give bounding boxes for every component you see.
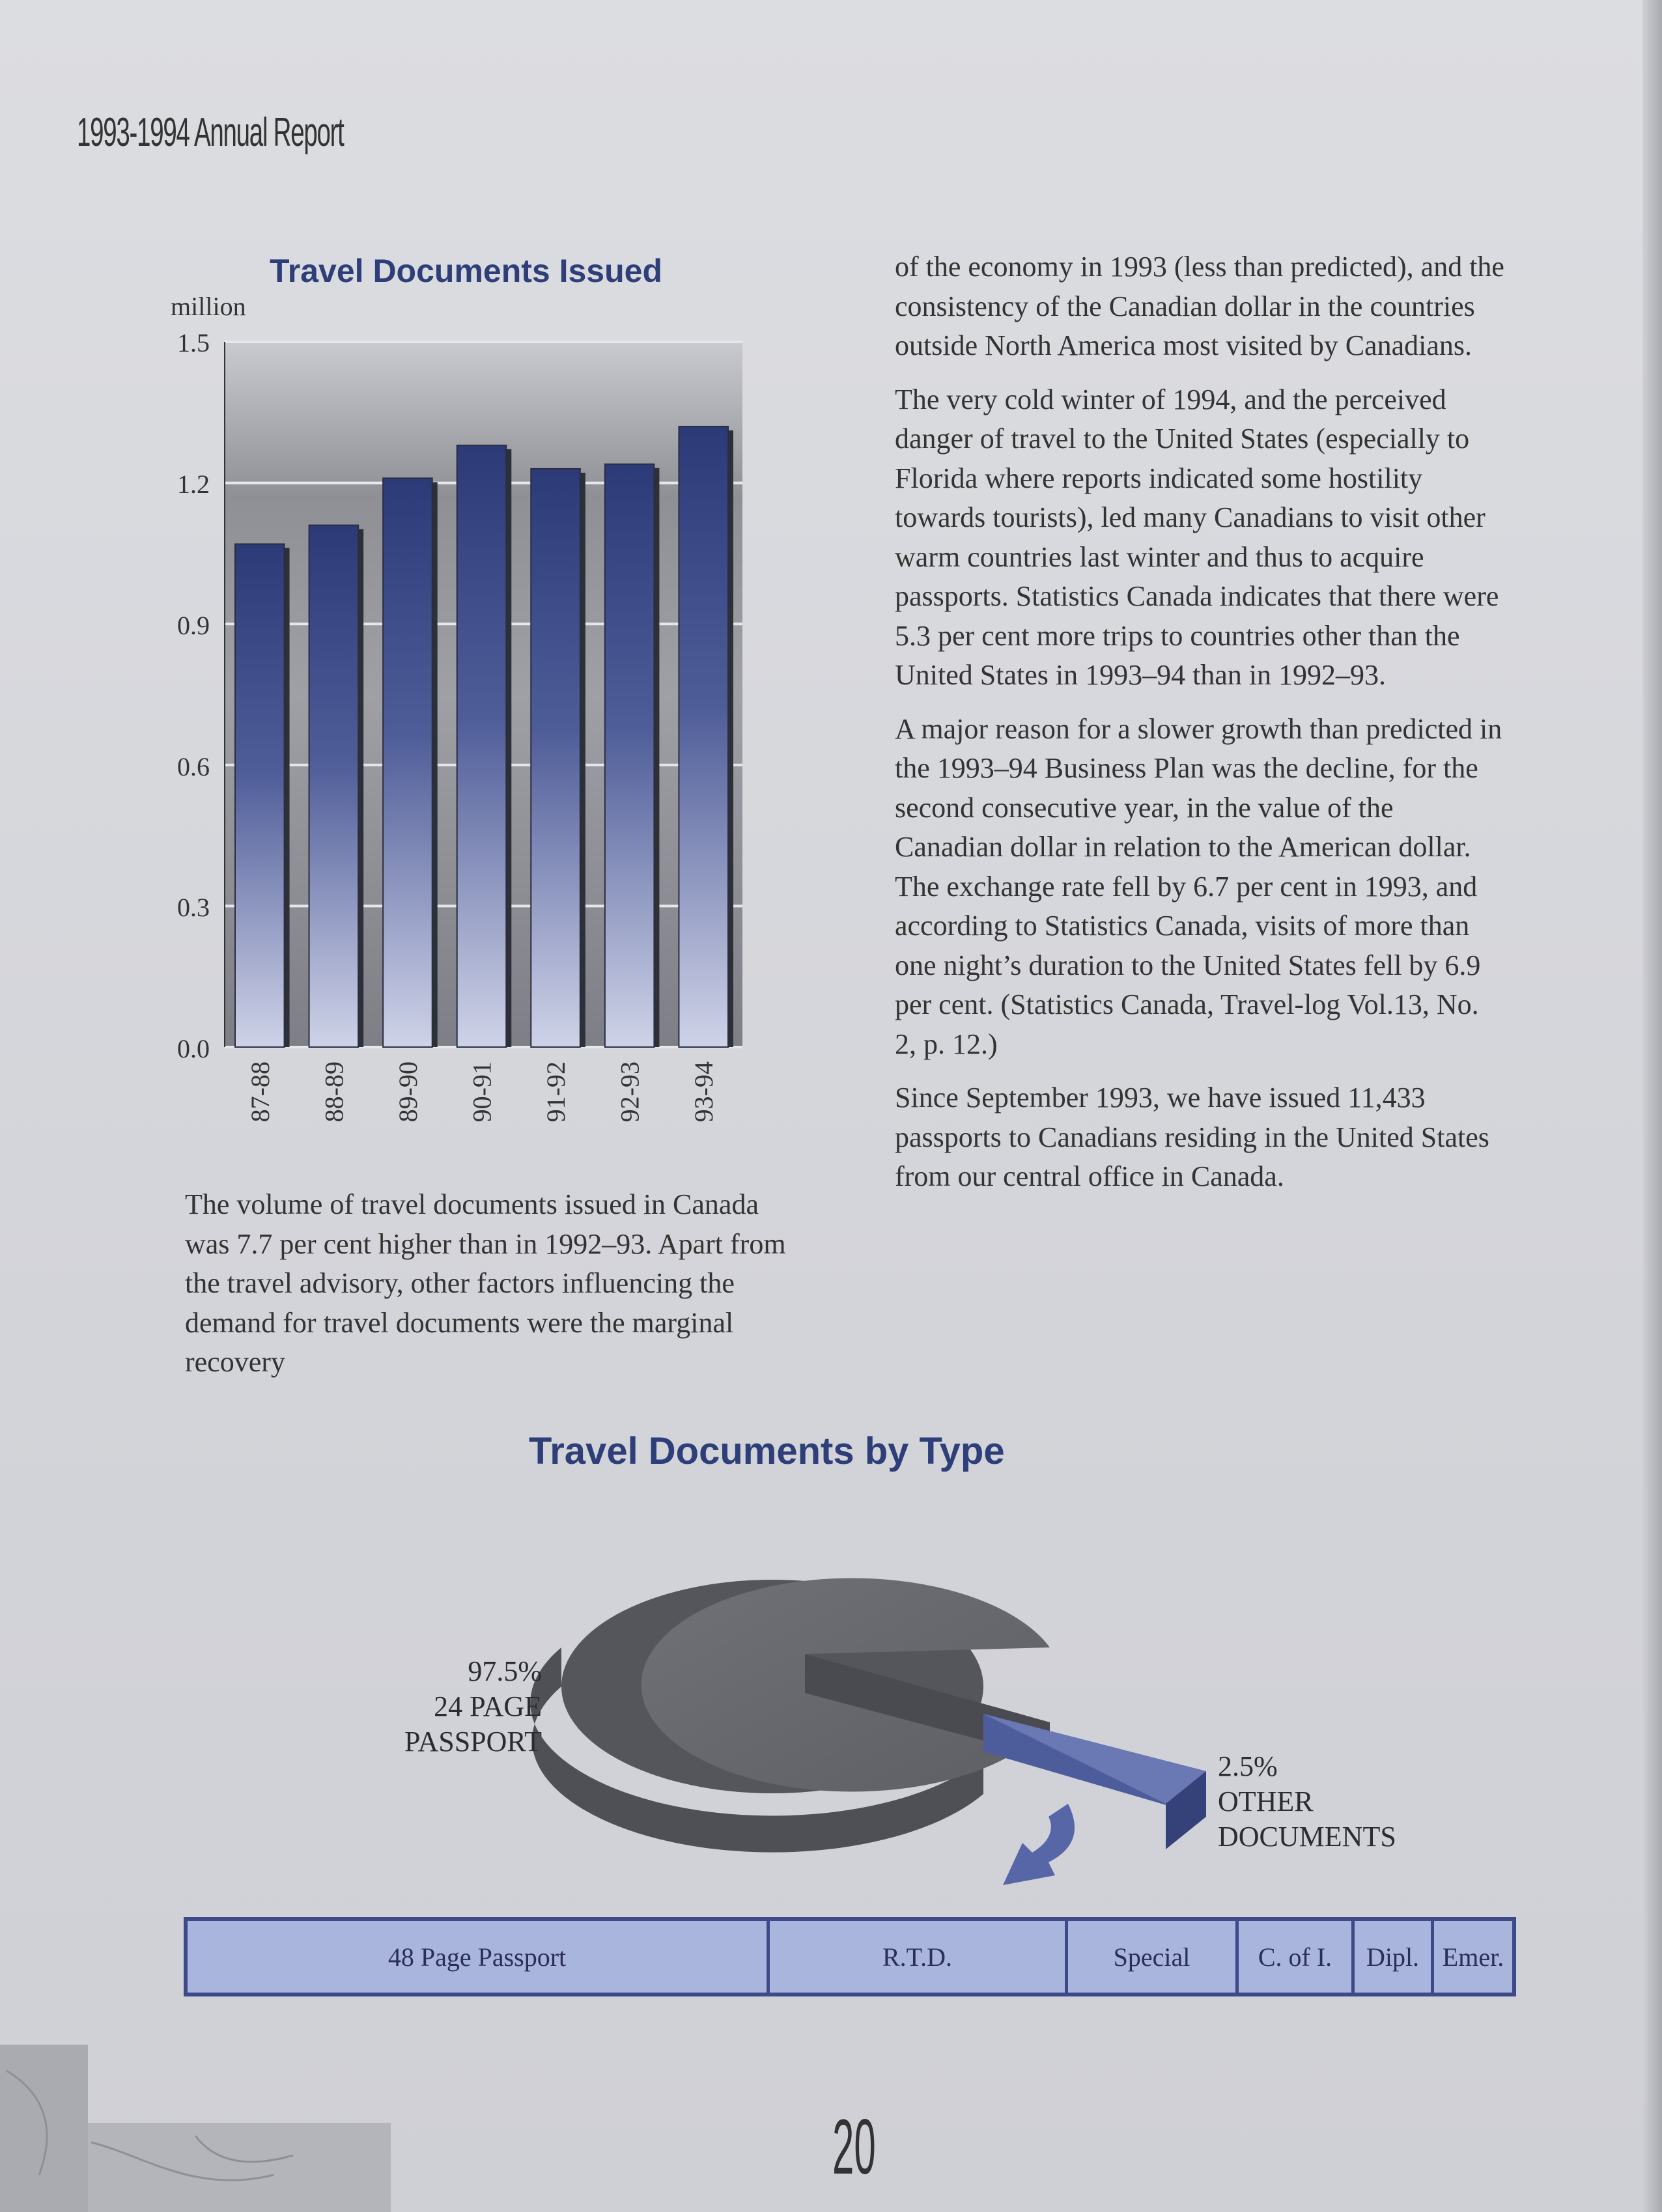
pie-label-line: 97.5% [468,1655,542,1687]
x-tick-label: 93-94 [689,1061,719,1123]
paragraph: A major reason for a slower growth than predicted in the 1993–94 Business Plan was the decline, for the second consecutive year, in the value of the Canadian dollar in relation to the American dollar. The exchange rate fell by 6.7 per cent in 1993, and according to Statistics Canada, visits of more than one night’s duration to the United States fell by 6.9 per cent. (Statistics Canada, Travel-log Vol.13, No. 2, p. 12.) [895,712,1502,1060]
x-tick-label: 87-88 [245,1061,275,1123]
map-decoration [0,2045,391,2212]
pie-label-other [1218,1749,1396,1855]
doc-type-dipl: Dipl. [1355,1921,1434,1993]
page-number: 20 [832,2103,876,2191]
pie-label-line: PASSPORT [404,1726,542,1757]
arrow-icon [1003,1804,1075,1885]
y-axis-unit: million [171,292,246,321]
x-tick-label: 89-90 [393,1061,423,1123]
paragraph: Since September 1993, we have issued 11,433 passports to Canadians residing in the United States from our central office in Canada. [895,1082,1489,1192]
x-tick-label: 91-92 [541,1061,571,1123]
y-tick-label: 0.0 [177,1034,210,1063]
x-tick-label: 88-89 [319,1061,349,1123]
pie-label-line: 2.5% [1218,1750,1278,1782]
y-tick-label: 0.3 [177,893,210,922]
doc-type-48-page: 48 Page Passport [188,1921,770,1993]
y-tick-label: 0.6 [177,752,210,781]
y-tick-label: 0.9 [177,611,210,640]
pie-label-line: 24 PAGE [434,1690,542,1722]
document-types-bar [184,1917,1516,1996]
pie-label-line: OTHER [1218,1785,1314,1817]
pie-chart-title: Travel Documents by Type [529,1430,1005,1472]
left-paragraph: The volume of travel documents issued in Canada was 7.7 per cent higher than in 1992–93. Apart from the travel advisory, other factors influencing the demand for travel documents were the marginal recovery [185,1188,786,1378]
pie-label-passport [378,1654,542,1759]
x-tick-label: 92-93 [615,1061,645,1123]
x-tick-label: 90-91 [467,1061,497,1123]
doc-type-emer: Emer. [1442,1942,1504,1972]
doc-type-rtd: R.T.D. [770,1921,1068,1993]
y-tick-label: 1.2 [177,469,210,499]
doc-type-special: Special [1068,1921,1239,1993]
report-header: 1993-1994 Annual Report [77,110,344,155]
doc-type-cofi: C. of I. [1239,1921,1355,1993]
paragraph: of the economy in 1993 (less than predicted), and the consistency of the Canadian dollar in the countries outside North America most visited by Canadians. [895,251,1504,361]
paragraph: The very cold winter of 1994, and the perceived danger of travel to the United States (especially to Florida where reports indicated some hostility towards tourists), led many Canadians to visit other warm countries last winter and thus to acquire passports. Statistics Canada indicates that there were 5.3 per cent more trips to countries other than the United States in 1993–94 than in 1992–93. [895,383,1499,691]
y-tick-label: 1.5 [177,328,210,357]
bar-chart-title: Travel Documents Issued [270,253,663,289]
pie-label-line: DOCUMENTS [1218,1821,1396,1853]
